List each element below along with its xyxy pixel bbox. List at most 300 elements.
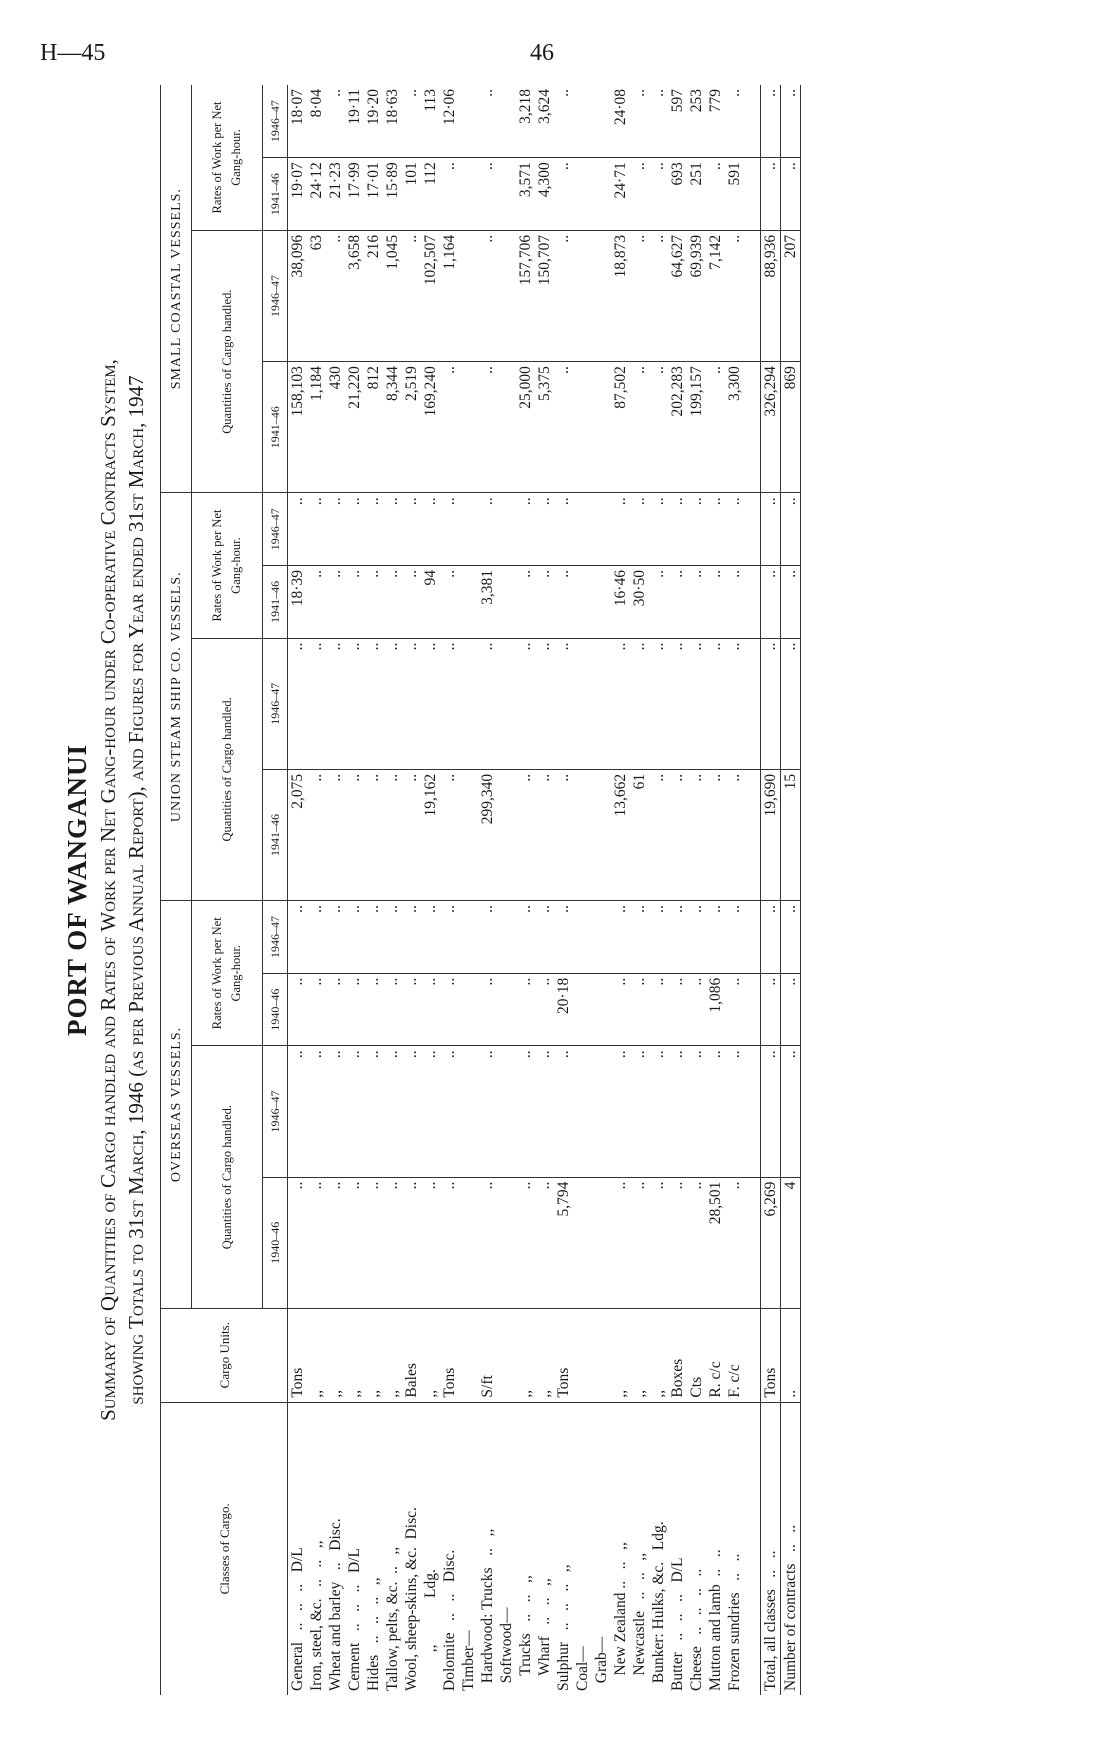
value-cell — [497, 1177, 516, 1308]
value-cell: 4,300 — [535, 158, 554, 231]
value-cell — [592, 362, 611, 493]
header-year: 1946–47 — [263, 230, 288, 361]
value-cell: .. — [402, 1046, 421, 1177]
value-cell: .. — [706, 1046, 725, 1177]
value-cell: .. — [668, 566, 687, 639]
value-cell: .. — [687, 901, 706, 974]
value-cell: 87,502 — [611, 362, 630, 493]
value-cell — [497, 769, 516, 900]
value-cell — [497, 85, 516, 158]
value-cell: .. — [326, 901, 345, 974]
value-cell: 3,381 — [478, 566, 497, 639]
value-cell: 4 — [781, 1177, 801, 1308]
value-cell: .. — [345, 638, 364, 769]
value-cell: .. — [554, 901, 573, 974]
cargo-unit-cell: ,, — [630, 1308, 649, 1402]
header-un-rates: Rates of Work per Net Gang-hour. — [192, 493, 263, 638]
cargo-class-cell: Wharf .. .. ,, — [536, 1578, 553, 1691]
value-cell: .. — [440, 158, 459, 231]
value-cell: .. — [516, 493, 535, 566]
cargo-unit-cell: S/ft — [478, 1308, 497, 1402]
value-cell: 61 — [630, 769, 649, 900]
cargo-class-cell: Frozen sundries .. .. — [726, 1553, 743, 1691]
value-cell: 19,162 — [421, 769, 440, 900]
cargo-class-cell: Newcastle .. .. ,, — [631, 1552, 648, 1691]
value-cell: .. — [611, 1177, 630, 1308]
cargo-class-cell: Hardwood: Trucks .. ,, — [479, 1528, 496, 1691]
value-cell — [592, 158, 611, 231]
value-cell: .. — [668, 1046, 687, 1177]
value-cell: .. — [535, 1177, 554, 1308]
value-cell: .. — [554, 566, 573, 639]
value-cell — [459, 158, 478, 231]
value-cell: 693 — [668, 158, 687, 231]
cargo-unit-cell: R. c/c — [706, 1308, 725, 1402]
value-cell: 7,142 — [706, 230, 725, 361]
value-cell: .. — [611, 1046, 630, 1177]
value-cell — [459, 493, 478, 566]
value-cell: .. — [535, 769, 554, 900]
header-year: 1946–47 — [263, 638, 288, 769]
value-cell: .. — [326, 973, 345, 1046]
value-cell: 21·23 — [326, 158, 345, 231]
cargo-class-cell: Coal— — [574, 1646, 591, 1691]
value-cell: .. — [345, 1046, 364, 1177]
cargo-unit-cell: Boxes — [668, 1308, 687, 1402]
spacer-cell — [744, 566, 761, 639]
value-cell: .. — [478, 1177, 497, 1308]
value-cell — [592, 85, 611, 158]
value-cell: .. — [630, 1177, 649, 1308]
spacer-cell — [744, 1177, 761, 1308]
value-cell: .. — [649, 769, 668, 900]
header-co-quantities: Quantities of Cargo handled. — [192, 230, 263, 492]
value-cell: 18·07 — [288, 85, 308, 158]
spacer-cell — [744, 230, 761, 361]
value-cell: .. — [478, 230, 497, 361]
value-cell: .. — [516, 769, 535, 900]
value-cell: 17·01 — [364, 158, 383, 231]
value-cell: 3,658 — [345, 230, 364, 361]
cargo-unit-cell: Tons — [440, 1308, 459, 1402]
value-cell: .. — [725, 493, 744, 566]
value-cell — [573, 1046, 592, 1177]
value-cell: .. — [554, 638, 573, 769]
value-cell: .. — [421, 638, 440, 769]
value-cell: 19·20 — [364, 85, 383, 158]
value-cell: 216 — [364, 230, 383, 361]
value-cell — [592, 1046, 611, 1177]
value-cell: .. — [630, 230, 649, 361]
spacer-cell — [744, 1402, 761, 1695]
value-cell: .. — [478, 158, 497, 231]
table-body — [288, 85, 801, 1695]
table-row — [402, 85, 421, 1695]
value-cell: .. — [781, 1046, 801, 1177]
value-cell: .. — [611, 973, 630, 1046]
value-cell: .. — [706, 493, 725, 566]
value-cell: .. — [630, 493, 649, 566]
value-cell: 5,375 — [535, 362, 554, 493]
value-cell: .. — [383, 973, 402, 1046]
value-cell: 812 — [364, 362, 383, 493]
cargo-class-cell: Sulphur .. .. .. ,, — [555, 1564, 572, 1691]
table-row — [345, 85, 364, 1695]
value-cell: .. — [478, 362, 497, 493]
value-cell: .. — [345, 769, 364, 900]
value-cell: .. — [554, 362, 573, 493]
rotated-table-page — [62, 85, 1052, 1695]
value-cell — [573, 493, 592, 566]
value-cell: .. — [687, 1046, 706, 1177]
value-cell: 18,873 — [611, 230, 630, 361]
value-cell: 8,344 — [383, 362, 402, 493]
value-cell: .. — [761, 566, 781, 639]
value-cell: 63 — [307, 230, 326, 361]
value-cell: .. — [554, 1046, 573, 1177]
value-cell: .. — [649, 638, 668, 769]
cargo-unit-cell — [573, 1308, 592, 1402]
value-cell — [497, 158, 516, 231]
value-cell: .. — [478, 973, 497, 1046]
value-cell: .. — [402, 769, 421, 900]
spacer-row — [744, 85, 761, 1695]
value-cell: .. — [725, 901, 744, 974]
value-cell: .. — [706, 769, 725, 900]
value-cell — [497, 362, 516, 493]
value-cell: 1,184 — [307, 362, 326, 493]
value-cell: 1,045 — [383, 230, 402, 361]
value-cell: .. — [478, 1046, 497, 1177]
value-cell: .. — [761, 1046, 781, 1177]
value-cell: 21,220 — [345, 362, 364, 493]
table-row — [421, 85, 440, 1695]
value-cell: .. — [611, 901, 630, 974]
table-row — [668, 85, 687, 1695]
value-cell: .. — [781, 493, 801, 566]
value-cell: .. — [668, 973, 687, 1046]
value-cell: .. — [440, 493, 459, 566]
header-year: 1940–46 — [263, 1177, 288, 1308]
value-cell: 88,936 — [761, 230, 781, 361]
cargo-class-cell: New Zealand .. .. ,, — [612, 1542, 629, 1691]
cargo-unit-cell — [459, 1308, 478, 1402]
value-cell: 202,283 — [668, 362, 687, 493]
value-cell: .. — [706, 362, 725, 493]
value-cell: 1,086 — [706, 973, 725, 1046]
value-cell — [497, 566, 516, 639]
value-cell: .. — [516, 973, 535, 1046]
value-cell — [459, 362, 478, 493]
value-cell: .. — [326, 230, 345, 361]
value-cell: .. — [554, 493, 573, 566]
value-cell: .. — [383, 1046, 402, 1177]
value-cell: .. — [668, 493, 687, 566]
value-cell: 24·08 — [611, 85, 630, 158]
value-cell: .. — [288, 1046, 308, 1177]
value-cell: .. — [725, 85, 744, 158]
value-cell — [573, 1177, 592, 1308]
value-cell: .. — [649, 158, 668, 231]
value-cell — [573, 158, 592, 231]
table-row — [592, 85, 611, 1695]
value-cell: .. — [402, 901, 421, 974]
value-cell: .. — [307, 973, 326, 1046]
value-cell: .. — [326, 1177, 345, 1308]
value-cell: .. — [649, 85, 668, 158]
value-cell — [497, 1046, 516, 1177]
value-cell: .. — [706, 158, 725, 231]
cargo-class-cell: Wool, sheep-skins, &c. Disc. — [403, 1507, 420, 1691]
value-cell: .. — [326, 1046, 345, 1177]
page-number: 46 — [530, 40, 554, 66]
value-cell: .. — [383, 1177, 402, 1308]
table-row — [459, 85, 478, 1695]
value-cell: .. — [554, 230, 573, 361]
value-cell: 3,624 — [535, 85, 554, 158]
cargo-class-cell: Cheese .. .. .. .. — [688, 1568, 705, 1691]
spacer-cell — [744, 901, 761, 974]
cargo-unit-cell: ,, — [649, 1308, 668, 1402]
value-cell: .. — [781, 973, 801, 1046]
cargo-unit-cell: Tons — [761, 1308, 781, 1402]
value-cell — [497, 493, 516, 566]
value-cell — [459, 230, 478, 361]
table-row — [326, 85, 345, 1695]
cargo-class-cell: Softwood— — [498, 1607, 515, 1691]
value-cell: .. — [687, 493, 706, 566]
value-cell: .. — [307, 1177, 326, 1308]
value-cell: 18·39 — [288, 566, 308, 639]
value-cell: .. — [421, 973, 440, 1046]
cargo-class-cell: Bunker: Hulks, &c. Ldg. — [650, 1521, 667, 1691]
value-cell: .. — [364, 1046, 383, 1177]
value-cell: .. — [761, 85, 781, 158]
value-cell: .. — [761, 901, 781, 974]
value-cell — [497, 973, 516, 1046]
value-cell: .. — [440, 769, 459, 900]
cargo-unit-cell: Tons — [554, 1308, 573, 1402]
header-year: 1941–46 — [263, 158, 288, 231]
table-row — [364, 85, 383, 1695]
value-cell: .. — [761, 158, 781, 231]
value-cell: 169,240 — [421, 362, 440, 493]
value-cell — [497, 901, 516, 974]
value-cell — [459, 566, 478, 639]
value-cell: .. — [440, 901, 459, 974]
value-cell: .. — [421, 1046, 440, 1177]
value-cell: .. — [364, 566, 383, 639]
value-cell: .. — [307, 566, 326, 639]
value-cell: .. — [516, 901, 535, 974]
value-cell: .. — [687, 1177, 706, 1308]
cargo-unit-cell: F. c/c — [725, 1308, 744, 1402]
value-cell: .. — [706, 901, 725, 974]
value-cell: .. — [478, 85, 497, 158]
subtitle-line-1: Summary of Quantities of Cargo handled and Rates of Work per Net Gang-hour under Co-operative Contracts System, — [96, 359, 120, 1421]
value-cell: 13,662 — [611, 769, 630, 900]
cargo-class-cell: Grab— — [593, 1636, 610, 1691]
value-cell: 299,340 — [478, 769, 497, 900]
value-cell: .. — [440, 1046, 459, 1177]
spacer-cell — [744, 973, 761, 1046]
value-cell: 25,000 — [516, 362, 535, 493]
value-cell: .. — [630, 973, 649, 1046]
value-cell: .. — [781, 638, 801, 769]
value-cell: .. — [535, 638, 554, 769]
value-cell: 17·99 — [345, 158, 364, 231]
value-cell: 15 — [781, 769, 801, 900]
value-cell: .. — [554, 158, 573, 231]
value-cell: .. — [725, 973, 744, 1046]
value-cell — [573, 973, 592, 1046]
value-cell: .. — [345, 901, 364, 974]
value-cell: .. — [326, 566, 345, 639]
header-ov-rates: Rates of Work per Net Gang-hour. — [192, 901, 263, 1046]
value-cell: .. — [364, 769, 383, 900]
value-cell: .. — [288, 973, 308, 1046]
table-row — [516, 85, 535, 1695]
value-cell: .. — [288, 493, 308, 566]
value-cell: .. — [383, 769, 402, 900]
value-cell — [592, 973, 611, 1046]
header-year: 1941–46 — [263, 566, 288, 639]
value-cell: .. — [402, 973, 421, 1046]
value-cell: .. — [649, 1046, 668, 1177]
value-cell: 8·04 — [307, 85, 326, 158]
value-cell: .. — [440, 973, 459, 1046]
value-cell: 28,501 — [706, 1177, 725, 1308]
value-cell: .. — [611, 638, 630, 769]
header-year: 1941–46 — [263, 769, 288, 900]
value-cell: 19·11 — [345, 85, 364, 158]
value-cell: 6,269 — [761, 1177, 781, 1308]
cargo-class-cell: ,, Ldg. — [422, 1569, 439, 1691]
value-cell — [573, 85, 592, 158]
value-cell: 869 — [781, 362, 801, 493]
value-cell: .. — [288, 1177, 308, 1308]
table-row — [554, 85, 573, 1695]
cargo-class-cell: Wheat and barley .. Disc. — [327, 1518, 344, 1691]
value-cell: .. — [345, 566, 364, 639]
cargo-unit-cell — [592, 1308, 611, 1402]
cargo-unit-cell: ,, — [611, 1308, 630, 1402]
cargo-unit-cell: Cts — [687, 1308, 706, 1402]
value-cell — [459, 1046, 478, 1177]
value-cell: .. — [307, 901, 326, 974]
value-cell: .. — [554, 769, 573, 900]
table-row — [497, 85, 516, 1695]
page-title: PORT OF WANGANUI — [62, 743, 92, 1037]
value-cell: .. — [383, 638, 402, 769]
value-cell — [573, 566, 592, 639]
header-co-rates: Rates of Work per Net Gang-hour. — [192, 85, 263, 230]
value-cell: 102,507 — [421, 230, 440, 361]
spacer-cell — [744, 1308, 761, 1402]
value-cell: .. — [687, 638, 706, 769]
value-cell: .. — [668, 901, 687, 974]
table-row — [781, 85, 801, 1695]
table-row — [573, 85, 592, 1695]
table-row — [478, 85, 497, 1695]
value-cell: .. — [649, 362, 668, 493]
value-cell: .. — [364, 493, 383, 566]
table-row — [725, 85, 744, 1695]
value-cell: .. — [706, 566, 725, 639]
value-cell: 19,690 — [761, 769, 781, 900]
value-cell: .. — [402, 493, 421, 566]
value-cell: .. — [687, 566, 706, 639]
value-cell: .. — [706, 638, 725, 769]
value-cell: .. — [761, 638, 781, 769]
value-cell: 12·06 — [440, 85, 459, 158]
cargo-unit-cell: Tons — [288, 1308, 308, 1402]
cargo-unit-cell: ,, — [383, 1308, 402, 1402]
value-cell: .. — [535, 566, 554, 639]
value-cell — [592, 638, 611, 769]
value-cell: 157,706 — [516, 230, 535, 361]
value-cell — [459, 973, 478, 1046]
cargo-class-cell: Number of contracts .. .. — [781, 1402, 801, 1695]
value-cell: .. — [687, 973, 706, 1046]
value-cell: .. — [307, 769, 326, 900]
value-cell: 38,096 — [288, 230, 308, 361]
value-cell — [573, 230, 592, 361]
value-cell: .. — [535, 493, 554, 566]
value-cell: .. — [516, 566, 535, 639]
cargo-class-cell: Butter .. .. .. D/L — [669, 1557, 686, 1691]
table-row — [535, 85, 554, 1695]
value-cell: .. — [781, 85, 801, 158]
value-cell: .. — [725, 1177, 744, 1308]
value-cell: .. — [649, 230, 668, 361]
value-cell — [592, 769, 611, 900]
value-cell — [573, 638, 592, 769]
header-coastal: SMALL COASTAL VESSELS. — [161, 85, 192, 493]
value-cell: .. — [630, 362, 649, 493]
value-cell: .. — [516, 638, 535, 769]
value-cell: .. — [535, 1046, 554, 1177]
value-cell: 5,794 — [554, 1177, 573, 1308]
header-year: 1946–47 — [263, 901, 288, 974]
value-cell — [573, 769, 592, 900]
header-year: 1940–46 — [263, 973, 288, 1046]
cargo-class-cell: Dolomite .. .. Disc. — [441, 1549, 458, 1691]
value-cell: .. — [630, 85, 649, 158]
value-cell: 24·12 — [307, 158, 326, 231]
value-cell: .. — [307, 493, 326, 566]
value-cell: 2,519 — [402, 362, 421, 493]
value-cell: .. — [288, 638, 308, 769]
value-cell: 2,075 — [288, 769, 308, 900]
value-cell: .. — [421, 493, 440, 566]
cargo-class-cell: Trucks .. .. ,, — [517, 1575, 534, 1691]
value-cell: .. — [402, 85, 421, 158]
table-row — [307, 85, 326, 1695]
value-cell: .. — [345, 973, 364, 1046]
value-cell: 18·63 — [383, 85, 402, 158]
cargo-unit-cell: ,, — [364, 1308, 383, 1402]
header-year: 1946–47 — [263, 1046, 288, 1177]
value-cell: .. — [402, 230, 421, 361]
value-cell: 113 — [421, 85, 440, 158]
value-cell — [497, 230, 516, 361]
value-cell: .. — [364, 1177, 383, 1308]
value-cell: .. — [761, 973, 781, 1046]
value-cell: .. — [516, 1046, 535, 1177]
spacer-cell — [744, 638, 761, 769]
value-cell: .. — [630, 158, 649, 231]
